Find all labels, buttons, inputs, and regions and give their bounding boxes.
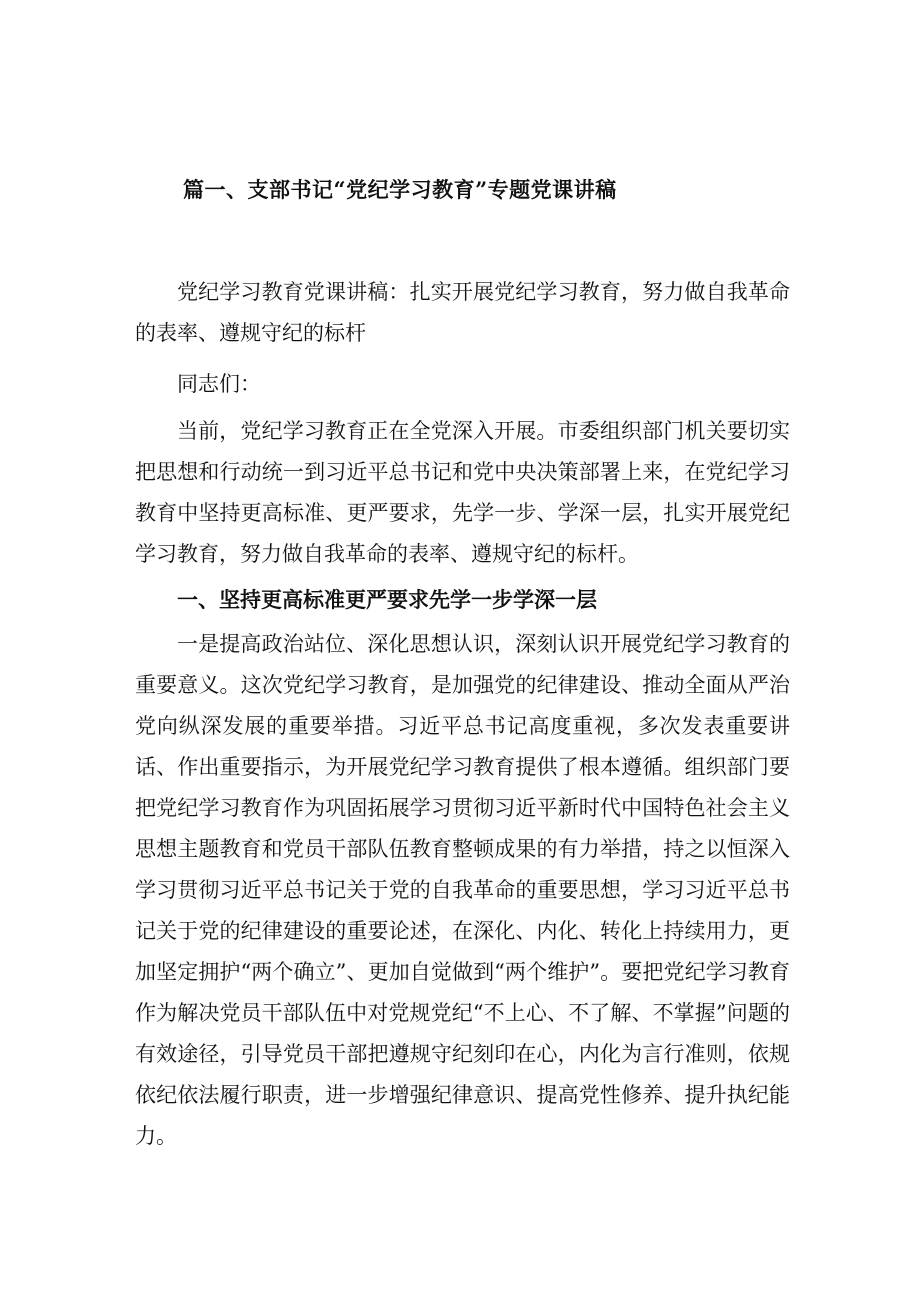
document-title: 篇一、支部书记“党纪学习教育”专题党课讲稿 [183, 177, 617, 202]
speech-subtitle: 党纪学习教育党课讲稿：扎实开展党纪学习教育，努力做自我革命的表率、遵规守纪的标杆 [135, 280, 790, 345]
document-body [135, 272, 790, 1157]
salutation: 同志们： [177, 372, 261, 396]
paragraph-section-1: 一是提高政治站位、深化思想认识，深刻认识开展党纪学习教育的重要意义。这次党纪学习教育，是加强党的纪律建设、推动全面从严治党向纵深发展的重要举措。习近平总书记高度重视，多次发表重要讲话、作出重要指示，为开展党纪学习教育提供了根本遵循。组织部门要把党纪学习教育作为巩固拓展学习贯彻习近平新时代中国特色社会主义思想主题教育和党员干部队伍教育整顿成果的有力举措，持之以恒深入学习贯彻习近平总书记关于党的自我革命的重要思想，学习习近平总书记关于党的纪律建设的重要论述，在深化、内化、转化上持续用力，更加坚定拥护“两个确立”、更加自觉做到“两个维护”。要把党纪学习教育作为解决党员干部队伍中对党规党纪“不上心、不了解、不掌握”问题的有效途径，引导党员干部把遵规守纪刻印在心，内化为言行准则，依规依纪依法履行职责，进一步增强纪律意识、提高党性修养、提升执纪能力。 [135, 632, 790, 1148]
section-heading-1: 一、坚持更高标准更严要求先学一步学深一层 [177, 587, 597, 612]
paragraph-intro: 当前，党纪学习教育正在全党深入开展。市委组织部门机关要切实把思想和行动统一到习近平总书记和党中央决策部署上来，在党纪学习教育中坚持更高标准、更严要求，先学一步、学深一层，扎实开展党纪学习教育，努力做自我革命的表率、遵规守纪的标杆。 [135, 419, 790, 566]
